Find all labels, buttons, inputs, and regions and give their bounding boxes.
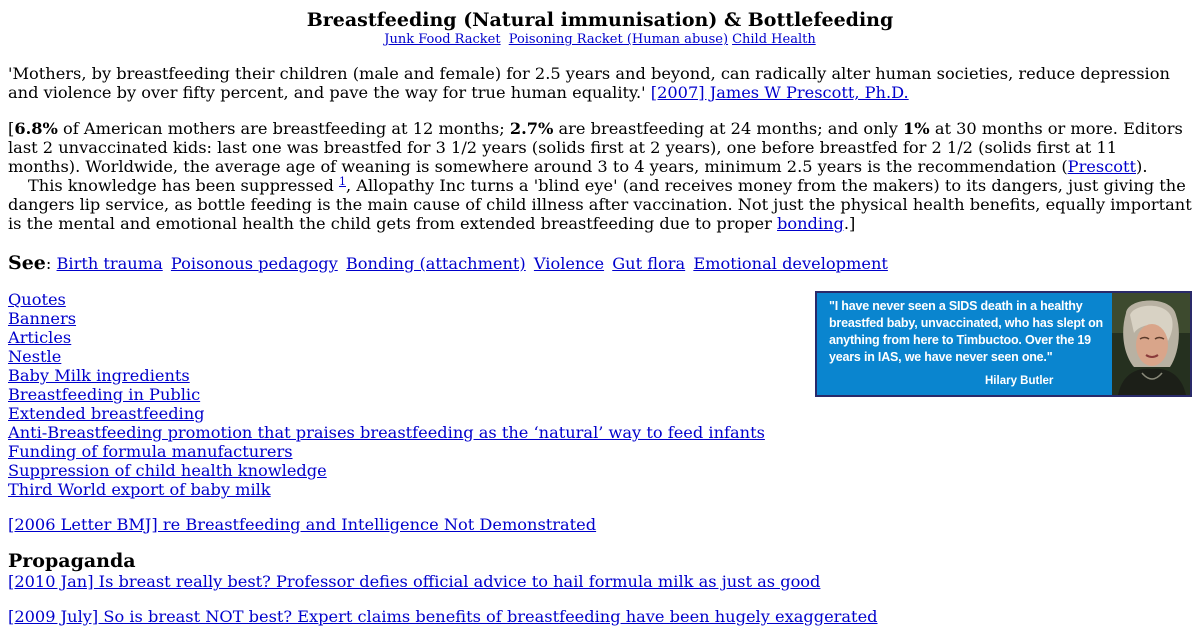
link-funding-formula-manufacturers[interactable]: Funding of formula manufacturers bbox=[8, 442, 293, 461]
link-prescott-2007[interactable]: [2007] James W Prescott, Ph.D. bbox=[650, 83, 909, 102]
portrait-photo bbox=[1112, 293, 1190, 395]
link-extended-breastfeeding[interactable]: Extended breastfeeding bbox=[8, 404, 205, 423]
statistics-section bbox=[8, 119, 1192, 233]
supp-text-a: This knowledge has been suppressed bbox=[28, 176, 339, 195]
propaganda-item bbox=[8, 607, 878, 626]
stats-text-4: ). bbox=[1136, 157, 1148, 176]
stats-text-3: at 30 months or more. Editors last 2 unvaccinated kids: last one was breastfed for 3 1/2 years (solids first at 2 years), one before breastfed for 2 1/2 (solids first at 11 months). Worldwide, the average age of weaning is somewhere around 3 to 4 years, minimum 2.5 years is the recommendation ( bbox=[8, 119, 1183, 176]
supp-text-b: , Allopathy Inc turns a 'blind eye' (and receives money from the makers) to its dangers, just giving the dangers lip service, as bottle feeding is the main cause of child illness after vaccination. Not just the physical health benefits, equally important is the mental and emotional health the child gets from extended breastfeeding due to proper bbox=[8, 176, 1192, 233]
bracket-close: .] bbox=[843, 214, 856, 233]
top-nav bbox=[8, 32, 1192, 48]
see-also bbox=[8, 252, 891, 275]
link-bonding-attachment[interactable]: Bonding (attachment) bbox=[345, 254, 526, 273]
link-banners[interactable]: Banners bbox=[8, 309, 77, 328]
link-prescott[interactable]: Prescott bbox=[1067, 157, 1137, 176]
link-suppression-child-health[interactable]: Suppression of child health knowledge bbox=[8, 461, 327, 480]
link-breastfeeding-in-public[interactable]: Breastfeeding in Public bbox=[8, 385, 201, 404]
bmj-letter-line bbox=[8, 515, 596, 534]
link-articles[interactable]: Articles bbox=[8, 328, 72, 347]
link-bonding[interactable]: bonding bbox=[777, 214, 844, 233]
see-label: See bbox=[8, 252, 46, 274]
hilary-butler-banner[interactable] bbox=[815, 291, 1192, 397]
link-gut-flora[interactable]: Gut flora bbox=[612, 254, 686, 273]
propaganda-item bbox=[8, 572, 820, 591]
link-junk-food-racket[interactable]: Junk Food Racket bbox=[384, 32, 501, 47]
stats-paragraph bbox=[8, 119, 1192, 176]
stat-30-months: 1% bbox=[903, 119, 930, 138]
stats-text-2: are breastfeeding at 24 months; and only bbox=[553, 119, 904, 138]
link-violence[interactable]: Violence bbox=[533, 254, 605, 273]
link-nestle[interactable]: Nestle bbox=[8, 347, 62, 366]
quote-text: 'Mothers, by breastfeeding their children (male and female) for 2.5 years and beyond, can radically alter human societies, reduce depression and violence by over fifty percent, and pave the way for true human equality.' bbox=[8, 64, 1170, 102]
see-colon: : bbox=[45, 254, 52, 273]
link-anti-breastfeeding-promotion[interactable]: Anti-Breastfeeding promotion that praises breastfeeding as the ‘natural’ way to feed infants bbox=[8, 423, 765, 442]
link-poisoning-racket[interactable]: Poisoning Racket (Human abuse) bbox=[508, 32, 729, 47]
suppression-paragraph bbox=[8, 176, 1192, 233]
link-2009-july-breast-not-best[interactable]: [2009 July] So is breast NOT best? Expert claims benefits of breastfeeding have been hugely exaggerated bbox=[8, 607, 878, 626]
bracket-open: [ bbox=[8, 119, 15, 138]
prescott-quote bbox=[8, 64, 1192, 102]
link-birth-trauma[interactable]: Birth trauma bbox=[56, 254, 163, 273]
propaganda-heading: Propaganda bbox=[8, 550, 136, 572]
footnote-1-link[interactable]: 1 bbox=[339, 175, 346, 188]
topic-link-list bbox=[8, 290, 765, 499]
link-2010-jan-formula[interactable]: [2010 Jan] Is breast really best? Professor defies official advice to hail formula milk as just as good bbox=[8, 572, 821, 591]
stat-24-months: 2.7% bbox=[509, 119, 554, 138]
link-bmj-letter-2006[interactable]: [2006 Letter BMJ] re Breastfeeding and Intelligence Not Demonstrated bbox=[8, 515, 597, 534]
link-baby-milk-ingredients[interactable]: Baby Milk ingredients bbox=[8, 366, 190, 385]
link-poisonous-pedagogy[interactable]: Poisonous pedagogy bbox=[170, 254, 338, 273]
stat-12-months: 6.8% bbox=[14, 119, 58, 138]
banner-author: Hilary Butler bbox=[985, 375, 1054, 387]
link-third-world-export[interactable]: Third World export of baby milk bbox=[8, 480, 271, 499]
banner-quote: "I have never seen a SIDS death in a healthy breastfed baby, unvaccinated, who has slept on anything from here to Timbuctoo. Over the 19 years in IAS, we have never seen one." bbox=[829, 299, 1103, 364]
page-title: Breastfeeding (Natural immunisation) & Bottlefeeding bbox=[306, 9, 894, 31]
link-quotes[interactable]: Quotes bbox=[8, 290, 66, 309]
link-child-health[interactable]: Child Health bbox=[732, 32, 816, 47]
link-emotional-development[interactable]: Emotional development bbox=[693, 254, 888, 273]
stats-text-1: of American mothers are breastfeeding at 12 months; bbox=[57, 119, 510, 138]
